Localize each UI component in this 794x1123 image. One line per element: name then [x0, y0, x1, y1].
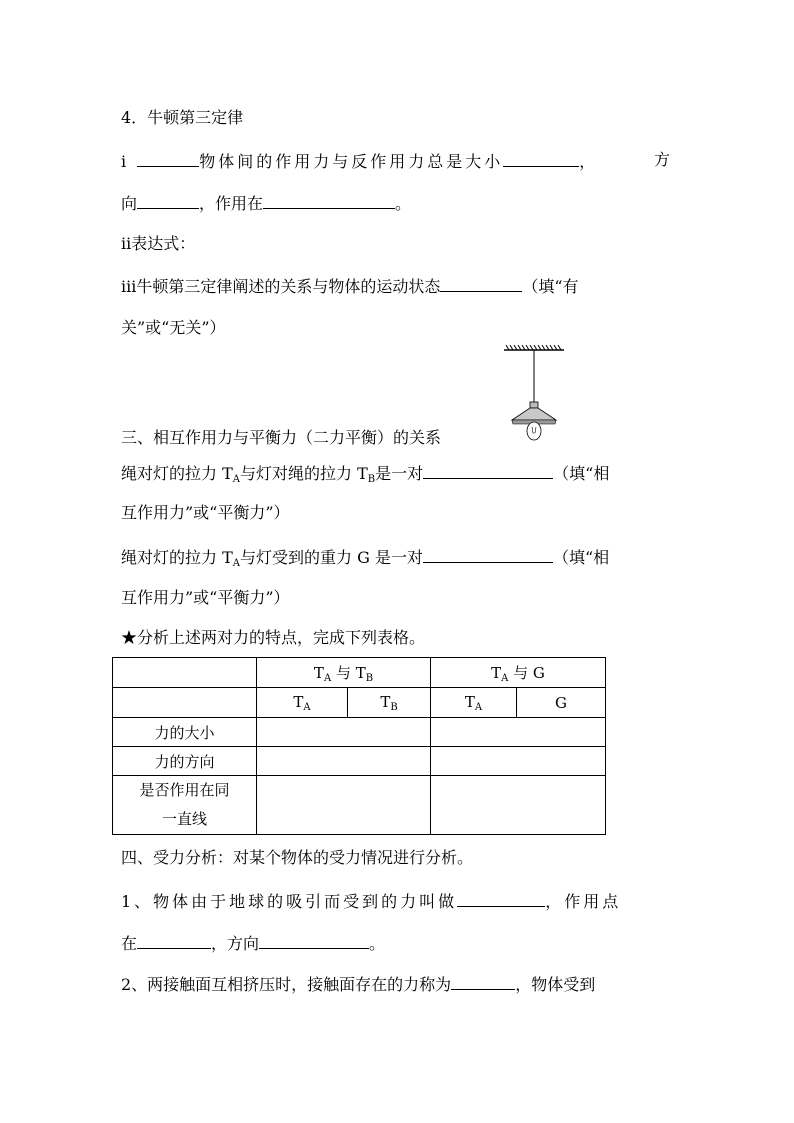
blank-acting-on[interactable]: [263, 192, 395, 209]
q2-line: [121, 546, 609, 574]
section3-title: 三、相互作用力与平衡力（二力平衡）的关系: [121, 428, 442, 447]
text-fragment: 。: [369, 934, 386, 953]
text-fragment: 向: [121, 194, 138, 213]
text-fragment: T: [313, 663, 324, 682]
s4-q1-line: [121, 890, 621, 912]
text-fragment: （填“相: [552, 548, 610, 567]
blank-point[interactable]: [137, 932, 211, 949]
text-fragment: ，作用点: [545, 892, 622, 911]
cell-same-line-1[interactable]: [257, 776, 431, 835]
text-fragment: G: [555, 693, 567, 712]
blank-q2[interactable]: [423, 546, 553, 563]
item-ii: ⅱ表达式：: [121, 234, 196, 253]
text-fragment: ，物体受到: [515, 975, 596, 994]
blank-contact-force[interactable]: [451, 973, 515, 990]
subscript: B: [365, 672, 374, 684]
subheader-ta-2: [431, 688, 517, 718]
row-label-line1: 是否作用在同: [139, 781, 230, 799]
subscript: A: [232, 558, 240, 569]
text-fragment: 与 G: [508, 663, 545, 682]
s4-q2-line: [121, 973, 595, 995]
text-fragment: ，方向: [211, 934, 260, 953]
subscript: A: [323, 672, 332, 684]
force-comparison-table: [112, 657, 606, 835]
cell-magnitude-1[interactable]: [257, 718, 431, 747]
item-i-prefix: ⅰ: [121, 152, 130, 171]
row-label-direction: 力的方向: [113, 747, 257, 776]
cell-magnitude-2[interactable]: [431, 718, 606, 747]
text-fragment: T: [380, 692, 391, 711]
comma: ，: [579, 152, 599, 171]
blank-gravity-name[interactable]: [457, 890, 545, 907]
s4-q1-cont: [121, 932, 385, 954]
row-label-line2: 一直线: [161, 810, 207, 828]
text-fragment: 与灯受到的重力 G 是一对: [240, 548, 423, 567]
text-fragment: （填“有: [522, 277, 579, 296]
cell-same-line-2[interactable]: [431, 776, 606, 835]
subheader-tb: [348, 688, 431, 718]
blank-i-2[interactable]: [503, 150, 579, 167]
text-fragment: 1、物体由于地球的吸引而受到的力叫做: [121, 892, 458, 911]
subheader-ta: [257, 688, 348, 718]
text-fragment: T: [293, 692, 304, 711]
subscript: A: [501, 672, 509, 684]
blank-q1[interactable]: [423, 462, 553, 479]
cell-direction-1[interactable]: [257, 747, 431, 776]
header-ta-tb: [257, 658, 431, 688]
table-corner: [113, 658, 257, 688]
text-fragment: 是一对: [375, 464, 424, 483]
section4-title: 四、受力分析：对某个物体的受力情况进行分析。: [121, 848, 474, 867]
item-iii: [121, 275, 579, 297]
blank-motion-state[interactable]: [440, 275, 522, 292]
text-fragment: T: [491, 663, 502, 682]
subscript: B: [390, 701, 398, 713]
q1-line: [121, 462, 609, 490]
section-heading: 4．牛顿第三定律: [121, 108, 244, 127]
text-fragment: 2、两接触面互相挤压时，接触面存在的力称为: [121, 975, 452, 994]
subscript: A: [232, 474, 240, 485]
text-fragment: ⅲ牛顿第三定律阐述的关系与物体的运动状态: [121, 277, 441, 296]
subscript: B: [367, 474, 376, 485]
table-empty: [113, 688, 257, 718]
subscript: A: [474, 701, 483, 713]
text-fragment: 绳对灯的拉力 T: [121, 464, 233, 483]
row-label-same-line: [113, 776, 257, 835]
text-fragment: 与灯对绳的拉力 T: [240, 464, 368, 483]
q2-cont: 互作用力”或“平衡力”）: [121, 588, 290, 607]
item-iii-cont: 关”或“无关”）: [121, 318, 226, 337]
item-i-tail: 方: [654, 150, 671, 169]
row-label-magnitude: 力的大小: [113, 718, 257, 747]
header-ta-g: [431, 658, 606, 688]
blank-direction[interactable]: [137, 192, 199, 209]
text-fragment: 与 T: [331, 663, 366, 682]
text-fragment: ，作用在: [199, 194, 264, 213]
blank-i-1[interactable]: [137, 150, 199, 167]
star-instruction: ★分析上述两对力的特点，完成下列表格。: [121, 628, 426, 647]
text-fragment: 绳对灯的拉力 T: [121, 548, 233, 567]
text-fragment: 。: [395, 194, 412, 213]
cell-direction-2[interactable]: [431, 747, 606, 776]
subscript: A: [303, 701, 311, 713]
item-i-line: [121, 150, 598, 172]
text-fragment: T: [464, 692, 475, 711]
item-i-cont: [121, 192, 411, 214]
blank-gravity-direction[interactable]: [259, 932, 369, 949]
text-fragment: 在: [121, 934, 138, 953]
subheader-g: [517, 688, 606, 718]
hanging-lamp-figure: [500, 345, 566, 445]
text-fragment: （填“相: [553, 464, 610, 483]
q1-cont: 互作用力”或“平衡力”）: [121, 503, 290, 522]
item-i-text: 物体间的作用力与反作用力总是大小: [199, 152, 504, 171]
